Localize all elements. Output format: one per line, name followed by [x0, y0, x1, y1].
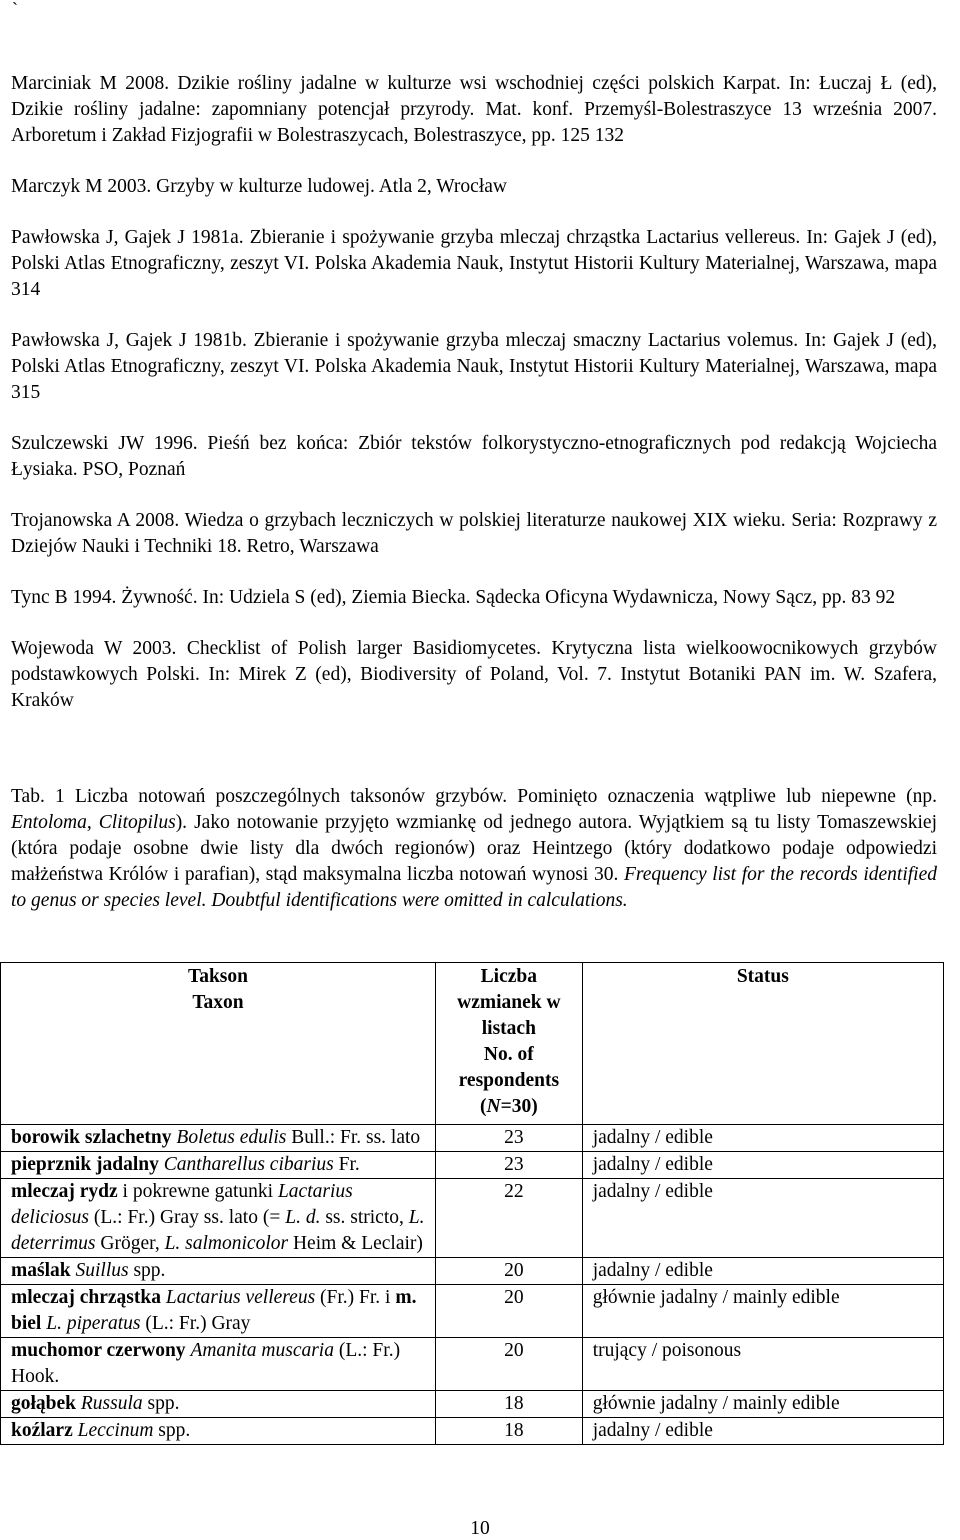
- taxon-authority: (Fr.) Fr. i: [315, 1287, 396, 1308]
- status-cell: jadalny / edible: [582, 1258, 943, 1285]
- header-taxon: [1, 963, 436, 1125]
- caption-main: Tab. 1 Liczba notowań poszczególnych taksonów grzybów. Pominięto oznaczenia wątpliwe lub niepewne (np.: [11, 786, 937, 807]
- taxon-extra: i pokrewne gatunki: [117, 1181, 278, 1202]
- table-row: [1, 1338, 944, 1391]
- count-cell: 23: [435, 1152, 582, 1179]
- status-cell: głównie jadalny / mainly edible: [582, 1391, 943, 1418]
- taxon-polish: m. biel: [11, 1287, 417, 1334]
- header-taxon-en: Taxon: [192, 992, 244, 1013]
- table-row: [1, 1258, 944, 1285]
- taxon-polish: pieprznik jadalny: [11, 1154, 159, 1175]
- table-row: [1, 1391, 944, 1418]
- header-status: Status: [582, 963, 943, 1125]
- taxon-authority: (L.: Fr.) Gray: [140, 1313, 251, 1334]
- taxon-cell: [1, 1285, 436, 1338]
- taxon-latin: Leccinum: [77, 1420, 154, 1441]
- taxon-authority: Heim & Leclair): [288, 1233, 423, 1254]
- header-count-line: respondents: [458, 1070, 560, 1091]
- n-symbol: N: [486, 1096, 501, 1117]
- reference-item: Marciniak M 2008. Dzikie rośliny jadalne w kulturze wsi wschodniej części polskich Karpat. In: Łuczaj Ł (ed), Dzikie rośliny jadalne: zapomniany potencjał przyrody. Mat. konf. Przemyśl-Bolestraszyce 13 września 2007. Arboretum i Zakład Fizjografii w Bolestraszycach, Bolestraszyce, pp. 125 132: [11, 73, 937, 146]
- taxon-cell: [1, 1125, 436, 1152]
- status-cell: jadalny / edible: [582, 1125, 943, 1152]
- count-cell: 20: [435, 1338, 582, 1391]
- taxon-polish: borowik szlachetny: [11, 1127, 172, 1148]
- taxon-polish: koźlarz: [11, 1420, 73, 1441]
- taxon-authority: Gröger,: [95, 1233, 165, 1254]
- taxon-cell: [1, 1152, 436, 1179]
- n-value: =30): [500, 1096, 538, 1117]
- header-taxon-pl: Takson: [187, 966, 248, 987]
- taxon-authority: Bull.: Fr. ss. lato: [286, 1127, 421, 1148]
- taxon-cell: [1, 1179, 436, 1258]
- table-row: [1, 1125, 944, 1152]
- taxon-latin: Cantharellus cibarius: [163, 1154, 334, 1175]
- page-number: 10: [470, 1518, 490, 1539]
- taxon-cell: [1, 1258, 436, 1285]
- count-cell: 18: [435, 1418, 582, 1445]
- taxon-latin: Boletus edulis: [176, 1127, 287, 1148]
- caption-middle: ). Jako notowanie przyjęto wzmiankę od jednego autora. Wyjątkiem są tu listy Tomaszewskiej (która podaje osobne dwie listy dla dwóch regionów) oraz Heintzego (który dodatkowo podaje odpowiedzi małżeństwa Królów i parafian), stąd maksymalna liczba notowań wynosi 30.: [11, 812, 938, 885]
- status-cell: jadalny / edible: [582, 1152, 943, 1179]
- taxon-latin: L. piperatus: [46, 1313, 141, 1334]
- count-cell: 23: [435, 1125, 582, 1152]
- table-row: [1, 1285, 944, 1338]
- taxon-cell: [1, 1338, 436, 1391]
- count-cell: 20: [435, 1285, 582, 1338]
- caption-english: Frequency list for the records identified to genus or species level. Doubtful identifications were omitted in calculations.: [11, 864, 937, 911]
- reference-item: Wojewoda W 2003. Checklist of Polish larger Basidiomycetes. Krytyczna lista wielkoowocnikowych grzybów podstawkowych Polski. In: Mirek Z (ed), Biodiversity of Poland, Vol. 7. Instytut Botaniki PAN im. W. Szafera, Kraków: [11, 638, 937, 711]
- count-cell: 18: [435, 1391, 582, 1418]
- table-caption: [11, 784, 937, 914]
- taxon-latin: Suillus: [75, 1260, 129, 1281]
- taxon-latin: Lactarius deliciosus: [11, 1181, 353, 1228]
- status-cell: jadalny / edible: [582, 1179, 943, 1258]
- taxon-authority: ss. stricto,: [320, 1207, 409, 1228]
- reference-item: Szulczewski JW 1996. Pieśń bez końca: Zbiór tekstów folkorystyczno-etnograficznych pod redakcją Wojciecha Łysiaka. PSO, Poznań: [11, 433, 937, 480]
- status-cell: jadalny / edible: [582, 1418, 943, 1445]
- taxon-polish: gołąbek: [11, 1393, 77, 1414]
- taxon-latin: Lactarius vellereus: [165, 1287, 316, 1308]
- taxon-authority: spp.: [153, 1420, 191, 1441]
- table-row: [1, 1152, 944, 1179]
- table-row: [1, 1179, 944, 1258]
- taxa-table: [0, 962, 944, 1445]
- header-count-line: Liczba: [480, 966, 537, 987]
- taxon-latin: L. d.: [285, 1207, 321, 1228]
- table-header-row: [1, 963, 944, 1125]
- taxon-polish: muchomor czerwony: [11, 1340, 186, 1361]
- taxon-authority: (L.: Fr.) Gray ss. lato (=: [89, 1207, 286, 1228]
- table-row: [1, 1418, 944, 1445]
- taxon-polish: mleczaj rydz: [11, 1181, 118, 1202]
- header-count-n: [436, 1094, 582, 1120]
- taxon-cell: [1, 1391, 436, 1418]
- header-count-line: listach: [481, 1018, 536, 1039]
- taxon-latin: L. deterrimus: [11, 1207, 425, 1254]
- reference-item: Marczyk M 2003. Grzyby w kulturze ludowej. Atla 2, Wrocław: [11, 176, 507, 197]
- header-count-line: No. of: [483, 1044, 534, 1065]
- header-count-line: wzmianek w: [457, 992, 561, 1013]
- taxon-polish: maślak: [11, 1260, 71, 1281]
- count-cell: 20: [435, 1258, 582, 1285]
- taxon-polish: mleczaj chrząstka: [11, 1287, 161, 1308]
- taxon-authority: spp.: [128, 1260, 166, 1281]
- taxon-authority: Fr.: [333, 1154, 360, 1175]
- reference-item: Pawłowska J, Gajek J 1981a. Zbieranie i spożywanie grzyba mleczaj chrząstka Lactarius vellereus. In: Gajek J (ed), Polski Atlas Etnograficzny, zeszyt VI. Polska Akademia Nauk, Instytut Historii Kultury Materialnej, Warszawa, mapa 314: [11, 227, 937, 300]
- reference-item: Trojanowska A 2008. Wiedza o grzybach leczniczych w polskiej literaturze naukowej XIX wieku. Seria: Rozprawy z Dziejów Nauki i Techniki 18. Retro, Warszawa: [11, 510, 937, 557]
- taxon-latin: Amanita muscaria: [190, 1340, 334, 1361]
- header-count: [435, 963, 582, 1125]
- taxon-authority: spp.: [142, 1393, 180, 1414]
- corner-mark: `: [12, 0, 18, 19]
- paren-open: (: [479, 1096, 487, 1117]
- reference-item: Tync B 1994. Żywność. In: Udziela S (ed), Ziemia Biecka. Sądecka Oficyna Wydawnicza, Nowy Sącz, pp. 83 92: [11, 587, 896, 608]
- caption-genera-example: Entoloma, Clitopilus: [11, 812, 176, 833]
- taxon-latin: Russula: [80, 1393, 143, 1414]
- taxon-latin: L. salmonicolor: [164, 1233, 289, 1254]
- taxon-authority: (L.: Fr.) Hook.: [11, 1340, 401, 1387]
- reference-list: [11, 71, 937, 714]
- status-cell: trujący / poisonous: [582, 1338, 943, 1391]
- count-cell: 22: [435, 1179, 582, 1258]
- taxon-cell: [1, 1418, 436, 1445]
- status-cell: głównie jadalny / mainly edible: [582, 1285, 943, 1338]
- reference-item: Pawłowska J, Gajek J 1981b. Zbieranie i spożywanie grzyba mleczaj smaczny Lactarius volemus. In: Gajek J (ed), Polski Atlas Etnograficzny, zeszyt VI. Polska Akademia Nauk, Instytut Historii Kultury Materialnej, Warszawa, mapa 315: [11, 330, 937, 403]
